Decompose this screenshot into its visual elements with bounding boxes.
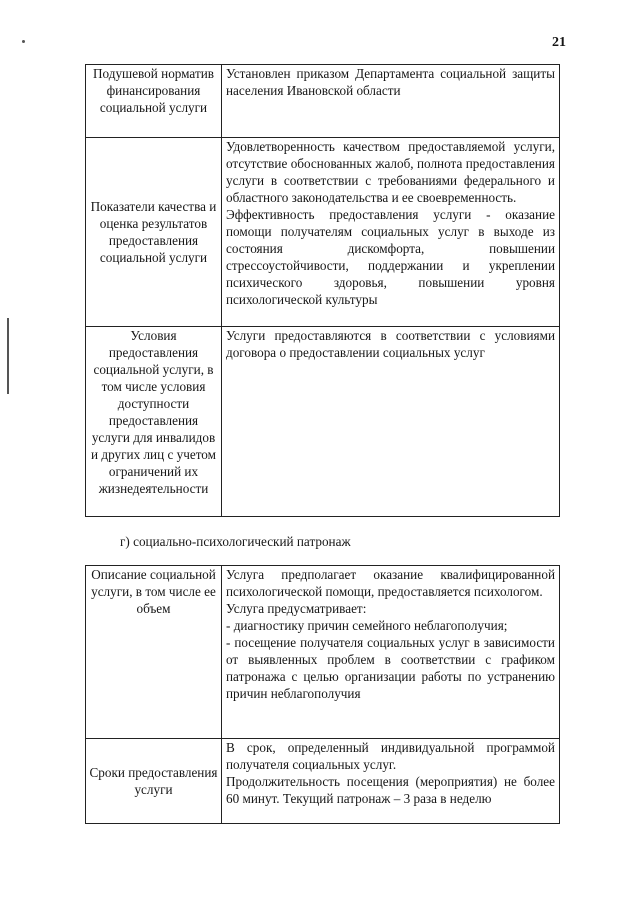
section-heading: г) социально-психологический патронаж bbox=[120, 534, 351, 549]
content-paragraph: - посещение получателя социальных услуг в зависимости от выявленных проблем в соответствии с графиком патронажа с целью организации работы по устранению причин неблагополучия bbox=[226, 635, 555, 701]
content-paragraph: Услуга предполагает оказание квалифицированной психологической помощи, предоставляется психологом. bbox=[226, 567, 555, 599]
row-content bbox=[222, 138, 560, 327]
row-content bbox=[222, 739, 560, 824]
service-table-1 bbox=[85, 64, 560, 517]
content-paragraph: Установлен приказом Департамента социальной защиты населения Ивановской области bbox=[226, 66, 555, 98]
content-paragraph: Удовлетворенность качеством предоставляемой услуги, отсутствие обоснованных жалоб, полнота предоставления услуги в соответствии с требованиями федерального и областного законодательства и ее своевременность. bbox=[226, 139, 555, 205]
row-label: Условия предоставления социальной услуги, в том числе условия доступности предоставления услуги для инвалидов и других лиц с учетом ограничений их жизнедеятельности bbox=[86, 327, 222, 517]
row-label: Описание социальной услуги, в том числе ее объем bbox=[86, 566, 222, 739]
row-content bbox=[222, 65, 560, 138]
content-paragraph: Услуга предусматривает: bbox=[226, 601, 367, 616]
table-row bbox=[86, 327, 560, 517]
scan-mark bbox=[7, 318, 9, 394]
content-paragraph: Продолжительность посещения (мероприятия) не более 60 минут. Текущий патронаж – 3 раза в неделю bbox=[226, 774, 555, 806]
row-content bbox=[222, 566, 560, 739]
row-label: Показатели качества и оценка результатов предоставления социальной услуги bbox=[86, 138, 222, 327]
content-paragraph: - диагностику причин семейного неблагополучия; bbox=[226, 618, 508, 633]
page-number: 21 bbox=[552, 35, 566, 50]
table-row bbox=[86, 739, 560, 824]
service-table-2 bbox=[85, 565, 560, 824]
table-row bbox=[86, 65, 560, 138]
scan-mark bbox=[22, 40, 25, 43]
table-row bbox=[86, 138, 560, 327]
row-content bbox=[222, 327, 560, 517]
row-label: Сроки предоставления услуги bbox=[86, 739, 222, 824]
content-paragraph: Эффективность предоставления услуги - оказание помощи получателям социальных услуг в выходе из состояния дискомфорта, повышении стрессоустойчивости, поддержании и укреплении психического здоровья, повышении уровня психологической культуры bbox=[226, 207, 555, 307]
content-paragraph: В срок, определенный индивидуальной программой получателя социальных услуг. bbox=[226, 740, 555, 772]
table-row bbox=[86, 566, 560, 739]
content-paragraph: Услуги предоставляются в соответствии с условиями договора о предоставлении социальных услуг bbox=[226, 328, 555, 360]
row-label: Подушевой норматив финансирования социальной услуги bbox=[86, 65, 222, 138]
